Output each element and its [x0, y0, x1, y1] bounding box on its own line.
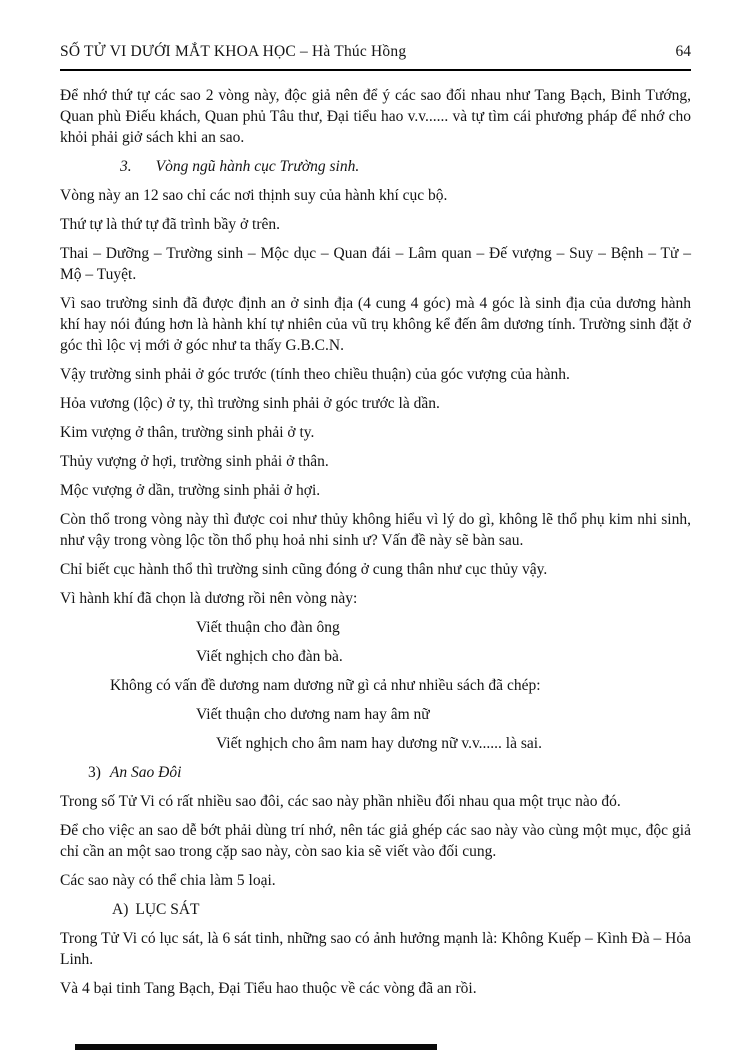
paragraph-text: Hỏa vương (lộc) ở ty, thì trường sinh phải ở góc trước là dần.: [60, 395, 440, 412]
paragraph-text: LỤC SÁT: [135, 901, 200, 918]
paragraph-text: Và 4 bại tinh Tang Bạch, Đại Tiểu hao thuộc về các vòng đã an rồi.: [60, 980, 477, 997]
paragraph-text: Thai – Dưỡng – Trường sinh – Mộc dục – Quan đái – Lâm quan – Đế vượng – Suy – Bệnh – Tử – Mộ – Tuyệt.: [60, 245, 691, 283]
paragraph-text: Viết nghịch cho âm nam hay dương nữ v.v...... là sai.: [216, 735, 542, 752]
paragraph-text: Vậy trường sinh phải ở góc trước (tính theo chiều thuận) của góc vượng của hành.: [60, 366, 570, 383]
paragraph-text: Viết thuận cho dương nam hay âm nữ: [196, 706, 430, 723]
paragraph: [60, 791, 691, 812]
paragraph: [196, 646, 691, 667]
page-header: [60, 42, 691, 71]
paragraph-text: Còn thổ trong vòng này thì được coi như thủy không hiểu vì lý do gì, không lẽ thổ phụ kim nhi sinh, như vậy trong vòng lộc tồn thổ phụ hoả nhi sinh ư? Vấn đề này sẽ bàn sau.: [60, 511, 691, 549]
list-number: A): [112, 901, 129, 918]
paragraph-text: Các sao này có thể chia làm 5 loại.: [60, 872, 276, 889]
paragraph-text: Mộc vượng ở dần, trường sinh phải ở hợi.: [60, 482, 321, 499]
section-heading-an-sao-doi: [88, 762, 691, 783]
paragraph-text: Thứ tự là thứ tự đã trình bầy ở trên.: [60, 216, 281, 233]
paragraph-text: Thủy vượng ở hợi, trường sinh phải ở thân.: [60, 453, 329, 470]
document-body: [60, 85, 691, 999]
paragraph-text: An Sao Đôi: [109, 764, 182, 781]
paragraph: [216, 733, 691, 754]
paragraph: [60, 928, 691, 970]
list-number: 3): [88, 764, 101, 781]
paragraph: [196, 617, 691, 638]
page-number: 64: [675, 43, 691, 60]
paragraph: [60, 559, 691, 580]
paragraph-text: Vì sao trường sinh đã được định an ở sinh địa (4 cung 4 góc) mà 4 góc là sinh địa của dương hành khí hay nói đúng hơn là hành khí tự nhiên của vũ trụ không kể đến âm dương tính. Trường sinh đặt ở góc thì lộc vị mới ở góc như ta thấy G.B.C.N.: [60, 295, 691, 354]
paragraph-text: Viết thuận cho đàn ông: [196, 619, 340, 636]
paragraph: [60, 185, 691, 206]
paragraph: [60, 451, 691, 472]
paragraph-text: Trong Tử Vi có lục sát, là 6 sát tinh, những sao có ảnh hưởng mạnh là: Không Kuếp – Kình Đà – Hỏa Linh.: [60, 930, 691, 968]
paragraph: [60, 820, 691, 862]
scan-artifact-bar: [75, 1044, 437, 1050]
paragraph-text: Vòng này an 12 sao chỉ các nơi thịnh suy của hành khí cục bộ.: [60, 187, 448, 204]
paragraph-text: Để cho việc an sao dễ bớt phải dùng trí nhớ, nên tác giả ghép các sao này vào cùng một mục, độc giả chỉ cần an một sao trong cặp sao này, còn sao kia sẽ viết vào đối cung.: [60, 822, 691, 860]
paragraph: [60, 85, 691, 148]
paragraph: [60, 243, 691, 285]
paragraph: [60, 870, 691, 891]
paragraph: [110, 675, 691, 696]
paragraph-text: Vì hành khí đã chọn là dương rồi nên vòng này:: [60, 590, 358, 607]
paragraph-text: Để nhớ thứ tự các sao 2 vòng này, độc giả nên để ý các sao đối nhau như Tang Bạch, Binh Tướng, Quan phù Điếu khách, Quan phủ Tâu thư, Đại tiểu hao v.v...... và tự tìm cái phương pháp để nhớ cho khỏi phải giở sách khi an sao.: [60, 87, 691, 146]
paragraph: [60, 588, 691, 609]
list-number: 3.: [120, 158, 132, 175]
paragraph: [60, 509, 691, 551]
paragraph: [60, 480, 691, 501]
paragraph: [60, 293, 691, 356]
paragraph-text: Chỉ biết cục hành thổ thì trường sinh cũng đóng ở cung thân như cục thủy vậy.: [60, 561, 548, 578]
paragraph-text: Viết nghịch cho đàn bà.: [196, 648, 343, 665]
paragraph: [60, 364, 691, 385]
paragraph-text: Trong số Tử Vi có rất nhiều sao đôi, các sao này phần nhiều đối nhau qua một trục nào đó.: [60, 793, 621, 810]
section-heading-truong-sinh: [120, 156, 691, 177]
paragraph-text: Không có vấn đề dương nam dương nữ gì cả như nhiều sách đã chép:: [110, 677, 541, 694]
paragraph-text: Vòng ngũ hành cục Trường sinh.: [155, 158, 360, 175]
paragraph: [60, 422, 691, 443]
paragraph: [196, 704, 691, 725]
paragraph: [60, 214, 691, 235]
book-title: SỐ TỬ VI DƯỚI MẮT KHOA HỌC – Hà Thúc Hồng: [60, 43, 407, 60]
paragraph-text: Kim vượng ở thân, trường sinh phải ở ty.: [60, 424, 315, 441]
section-heading-luc-sat: [112, 899, 691, 920]
paragraph: [60, 978, 691, 999]
paragraph: [60, 393, 691, 414]
